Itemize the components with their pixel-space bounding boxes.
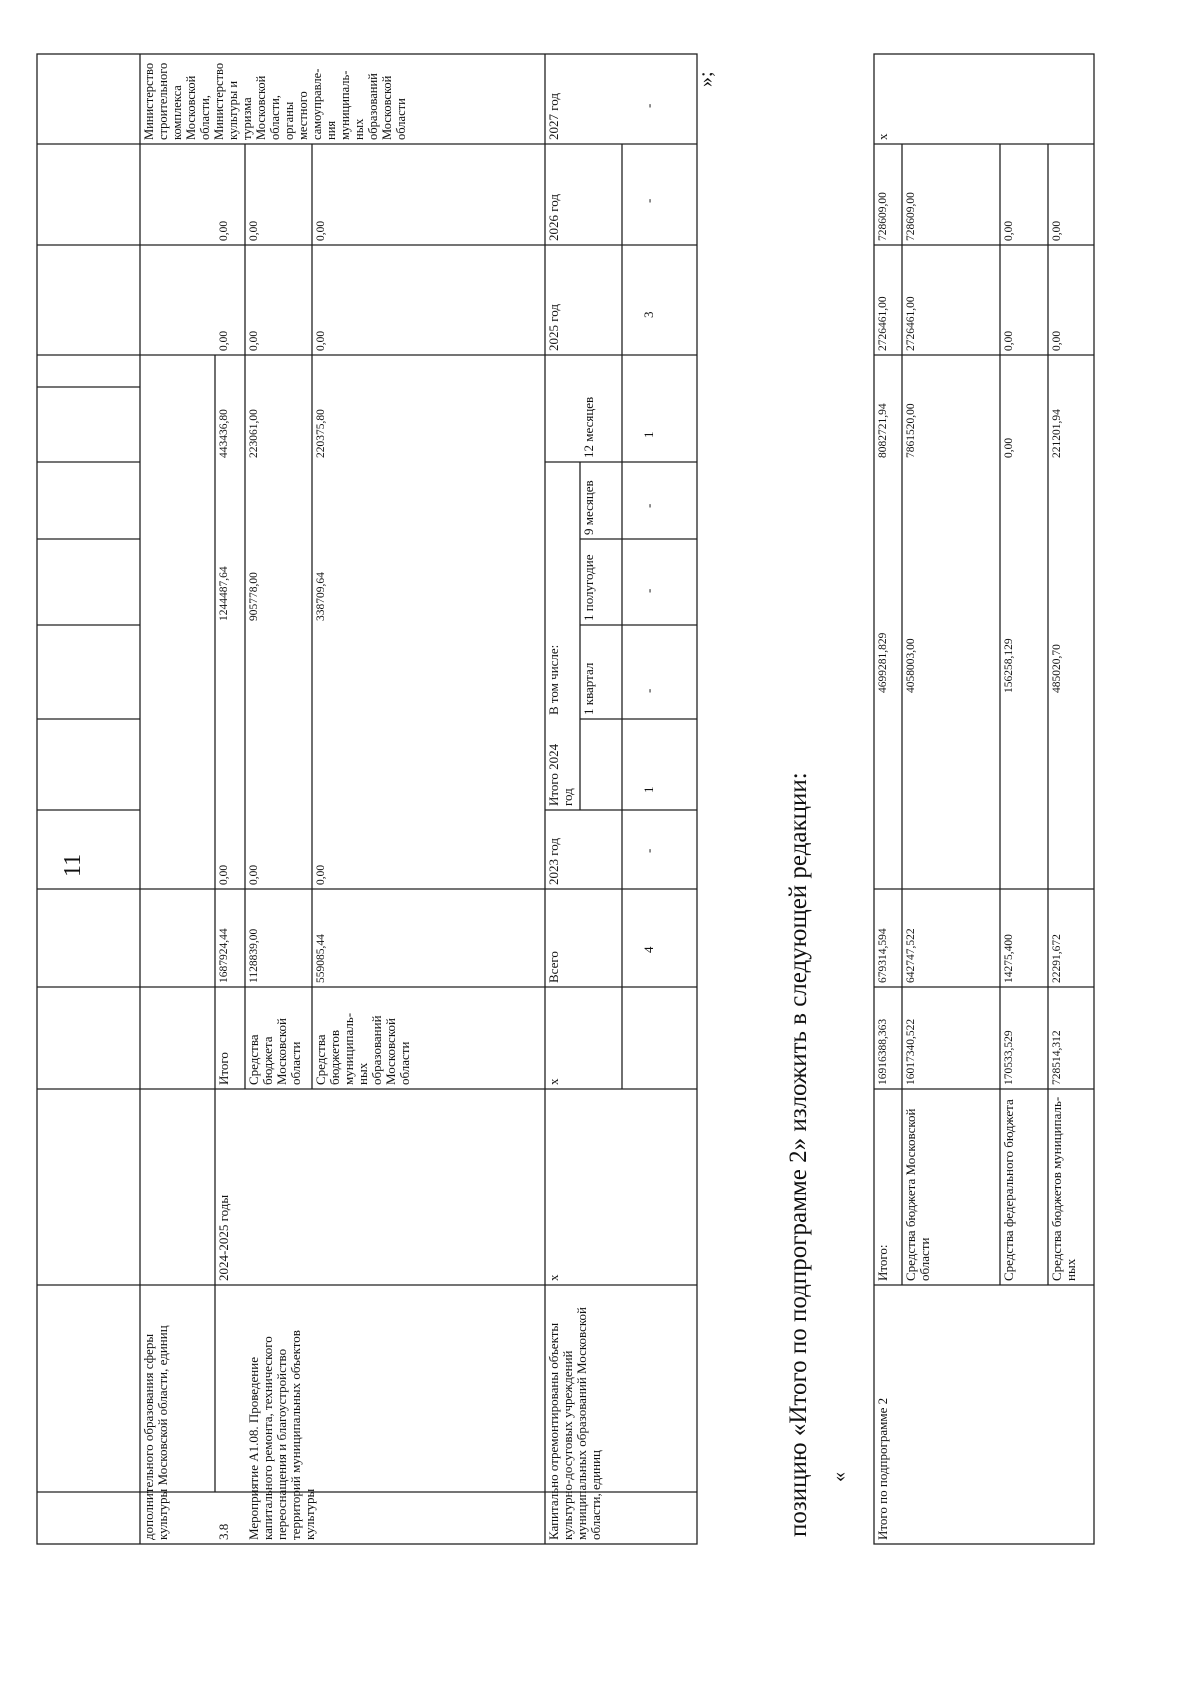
source-total-2025: 443436,80: [218, 409, 230, 458]
t2-source-region-label: Средства бюджета Московской области: [903, 1108, 932, 1281]
source-total-2027: 0,00: [218, 220, 230, 241]
t2-federal-2024: 156258,129: [1003, 638, 1015, 693]
result-header-2025: 2025 год: [546, 304, 561, 351]
t2-region-2023: 642747,522: [905, 928, 917, 983]
event-a108-name: Мероприятие А1.08. Проведение капитального ремонта, технического переоснащения и благоустройство территорий муниципальных объектов культуры: [246, 1330, 317, 1540]
source-municipal-2025: 220375,80: [315, 409, 327, 458]
result-header-2027: 2027 год: [546, 93, 561, 140]
t2-total-2025: 8082721,94: [877, 403, 889, 458]
t2-federal-sum: 170533,529: [1003, 1030, 1015, 1085]
source-municipal-2027: 0,00: [315, 220, 327, 241]
result-header-2024: Итого 2024 год: [546, 743, 575, 806]
result-indicator-name: Капитально отремонтированы объекты культурно-досуговых учреждений муниципальных образований Московской области, единиц: [546, 1307, 603, 1540]
t2-municipal-2026: 0,00: [1051, 330, 1063, 351]
source-municipal-2024: 338709,64: [315, 572, 327, 621]
result-value-2025: 3: [641, 311, 656, 318]
result-header-q1: 1 квартал: [581, 662, 596, 715]
result-header-incl: В том числе:: [546, 644, 561, 715]
source-region-2024: 905778,00: [248, 572, 260, 621]
source-total-2026: 0,00: [218, 330, 230, 351]
result-value-h1: -: [641, 588, 656, 593]
subprogram-total-responsible: х: [875, 133, 890, 140]
result-responsible-spacer: [545, 54, 549, 144]
result-source: х: [546, 1078, 561, 1085]
t2-region-2025: 7861520,00: [905, 403, 917, 458]
t2-source-federal-label: Средства федерального бюджета: [1001, 1099, 1016, 1281]
result-header-2026: 2026 год: [546, 194, 561, 241]
source-region-2027: 0,00: [248, 220, 260, 241]
t2-federal-2026: 0,00: [1003, 330, 1015, 351]
source-total-sum: 1687924,44: [218, 928, 230, 983]
source-region-sum: 1128839,00: [248, 928, 260, 983]
t2-region-2027: 728609,00: [905, 192, 917, 241]
source-total-2023: 0,00: [218, 864, 230, 885]
table1-top-row-indicator-name: дополнительного образования сферы культуры Московской области, единиц: [141, 1325, 170, 1540]
result-value-2027: -: [641, 103, 656, 108]
result-period: х: [546, 1274, 561, 1281]
t2-region-sum: 16017340,522: [905, 1018, 917, 1085]
result-header-m12: 12 месяцев: [581, 396, 596, 458]
t2-total-2026: 2726461,00: [877, 296, 889, 351]
t2-municipal-2024: 485020,70: [1051, 644, 1063, 693]
source-region-2023: 0,00: [248, 864, 260, 885]
amendment-caption: позицию «Итого по подпрограмме 2» изложить в следующей редакции:: [785, 772, 812, 1537]
row-number: 3.8: [216, 1523, 231, 1540]
t2-source-municipal-label: Средства бюджетов муниципаль-ных: [1049, 1096, 1078, 1281]
result-value-2023: -: [641, 848, 656, 853]
result-value-2024: 1: [641, 786, 656, 793]
source-municipal-sum: 559085,44: [315, 934, 327, 983]
source-region-2026: 0,00: [248, 330, 260, 351]
t2-federal-2027: 0,00: [1003, 220, 1015, 241]
result-header-total: Всего: [546, 951, 561, 983]
result-value-q1: -: [641, 688, 656, 693]
result-header-m9: 9 месяцев: [581, 480, 596, 535]
t2-federal-2023: 14275,400: [1003, 934, 1015, 983]
result-value-m12: 1: [641, 431, 656, 438]
t2-municipal-2023: 22291,672: [1051, 934, 1063, 983]
result-header-2023: 2023 год: [546, 838, 561, 885]
t2-municipal-2025: 221201,94: [1051, 409, 1063, 458]
subprogram-total-name: Итого по подпрограмме 2: [875, 1397, 890, 1540]
event-period: 2024-2025 годы: [216, 1194, 231, 1281]
source-total-2024: 1244487,64: [218, 566, 230, 621]
t2-total-2027: 728609,00: [877, 192, 889, 241]
table1-responsible-executors: Министерство строительного комплекса Московской области, Министерство культуры и туризма Московской области, органы местного самоуправле-ния муниципаль-ных образований Московской области: [142, 62, 408, 140]
source-municipal-2026: 0,00: [315, 330, 327, 351]
source-region-2025: 223061,00: [248, 409, 260, 458]
result-value-2026: -: [641, 198, 656, 203]
source-region-label: Средства бюджета Московской области: [246, 1018, 303, 1085]
result-header-h1: 1 полугодие: [581, 554, 596, 621]
t2-total-2023: 679314,594: [877, 928, 889, 983]
opening-quote: «: [828, 1472, 850, 1482]
t2-source-total-label: Итого:: [875, 1244, 890, 1281]
t2-total-sum: 16916388,363: [877, 1018, 889, 1085]
result-value-total: 4: [641, 946, 656, 953]
source-municipal-label: Средства бюджетов муниципаль-ных образований Московской области: [313, 1012, 412, 1085]
t2-municipal-sum: 728514,312: [1051, 1030, 1063, 1085]
result-value-m9: -: [641, 503, 656, 508]
source-total-label: Итого: [216, 1052, 231, 1085]
t2-municipal-2027: 0,00: [1051, 220, 1063, 241]
t2-total-2024: 4699281,829: [877, 632, 889, 693]
t2-region-2024: 4058003,00: [905, 638, 917, 693]
t2-federal-2025: 0,00: [1003, 437, 1015, 458]
t2-region-2026: 2726461,00: [905, 296, 917, 351]
source-municipal-2023: 0,00: [315, 864, 327, 885]
page-number: 11: [60, 853, 86, 877]
closing-quote: »;: [695, 71, 717, 87]
